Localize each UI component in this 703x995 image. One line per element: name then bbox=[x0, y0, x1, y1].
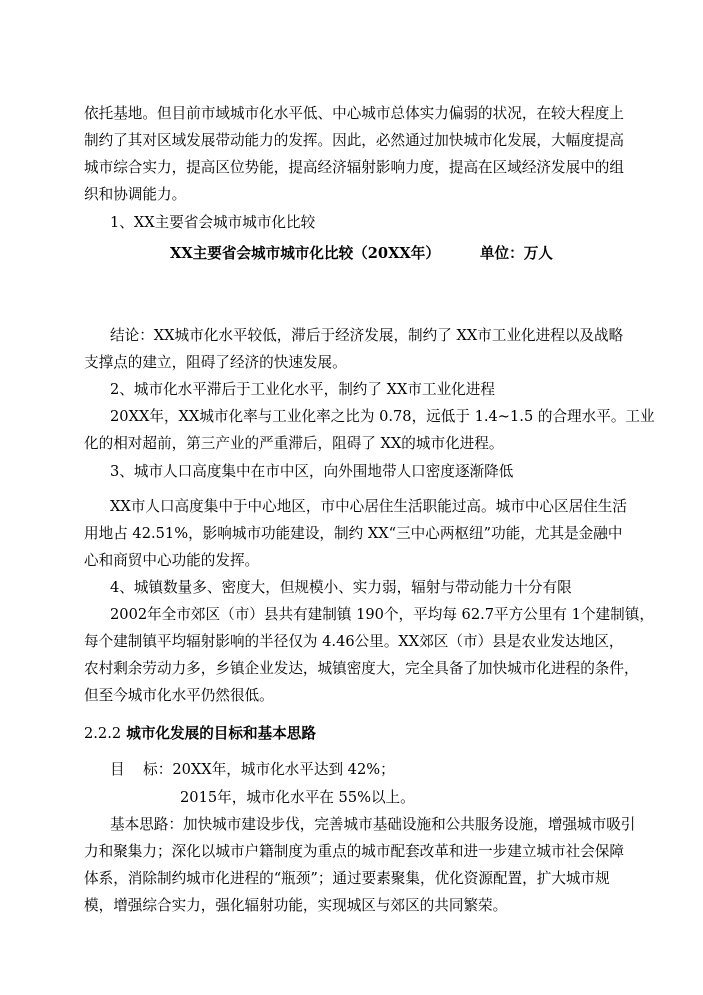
section-number: 2.2.2 bbox=[84, 725, 122, 742]
section-222-heading bbox=[84, 724, 624, 744]
section-1-heading: 1、XX主要省会城市城市化比较 bbox=[110, 214, 316, 231]
goal-1: 20XX年，城市化水平达到 42%； bbox=[172, 761, 395, 778]
paragraph-line: 每个建制镇平均辐射影响的半径仅为 4.46公里。XX郊区（市）县是农业发达地区， bbox=[84, 633, 624, 650]
paragraph-line: 城市综合实力，提高区位势能，提高经济辐射影响力度，提高在区域经济发展中的组 bbox=[84, 159, 624, 176]
section-3-heading: 3、城市人口高度集中在市中区，向外围地带人口密度逐渐降低 bbox=[110, 463, 514, 480]
section-title: 城市化发展的目标和基本思路 bbox=[126, 725, 316, 742]
section-2-heading: 2、城市化水平滞后于工业化水平，制约了 XX市工业化进程 bbox=[110, 381, 495, 398]
paragraph-line: 制约了其对区域发展带动能力的发挥。因此，必然通过加快城市化发展，大幅度提高 bbox=[84, 132, 624, 149]
paragraph-line: 农村剩余劳动力多，乡镇企业发达，城镇密度大，完全具备了加快城市化进程的条件， bbox=[84, 660, 639, 677]
goal-line bbox=[110, 760, 624, 780]
paragraph-line: 20XX年，XX城市化率与工业化率之比为 0.78，远低于 1.4~1.5 的合理水平。工业 bbox=[110, 408, 655, 425]
paragraph-line: 但至今城市化水平仍然很低。 bbox=[84, 687, 274, 704]
approach-line: 力和聚集力；深化以城市户籍制度为重点的城市配套改革和进一步建立城市社会保障 bbox=[84, 843, 624, 860]
table-title bbox=[170, 244, 590, 264]
table-title-text: XX主要省会城市城市化比较（20XX年） bbox=[170, 245, 440, 262]
paragraph-line: 化的相对超前，第三产业的严重滞后，阻碍了 XX的城市化进程。 bbox=[84, 435, 504, 452]
table-unit: 单位：万人 bbox=[479, 245, 553, 262]
paragraph-line: 织和协调能力。 bbox=[84, 186, 187, 203]
goal-label: 目 标： bbox=[110, 761, 173, 778]
section-4-heading: 4、城镇数量多、密度大，但规模小、实力弱，辐射与带动能力十分有限 bbox=[110, 579, 572, 596]
approach-line: 体系，消除制约城市化进程的“瓶颈”；通过要素聚集，优化资源配置，扩大城市规 bbox=[84, 870, 610, 887]
approach-line: 基本思路：加快城市建设步伐，完善城市基础设施和公共服务设施，增强城市吸引 bbox=[110, 816, 636, 833]
paragraph-line: 依托基地。但目前市域城市化水平低、中心城市总体实力偏弱的状况，在较大程度上 bbox=[84, 105, 624, 122]
goal-2: 2015年，城市化水平在 55%以上。 bbox=[180, 789, 415, 806]
paragraph-line: 2002年全市郊区（市）县共有建制镇 190个，平均每 62.7平方公里有 1个建制镇， bbox=[110, 606, 654, 623]
conclusion-line: 支撑点的建立，阻碍了经济的快速发展。 bbox=[84, 354, 347, 371]
conclusion-line: 结论：XX城市化水平较低，滞后于经济发展，制约了 XX市工业化进程以及战略 bbox=[110, 327, 624, 344]
paragraph-line: 用地占 42.51%，影响城市功能建设，制约 XX“三中心两枢纽”功能，尤其是金融中 bbox=[84, 525, 623, 542]
approach-line: 模，增强综合实力，强化辐射功能，实现城区与郊区的共同繁荣。 bbox=[84, 897, 508, 914]
paragraph-line: 心和商贸中心功能的发挥。 bbox=[84, 552, 260, 569]
paragraph-line: XX市人口高度集中于中心地区，市中心居住生活职能过高。城市中心区居住生活 bbox=[110, 498, 627, 515]
